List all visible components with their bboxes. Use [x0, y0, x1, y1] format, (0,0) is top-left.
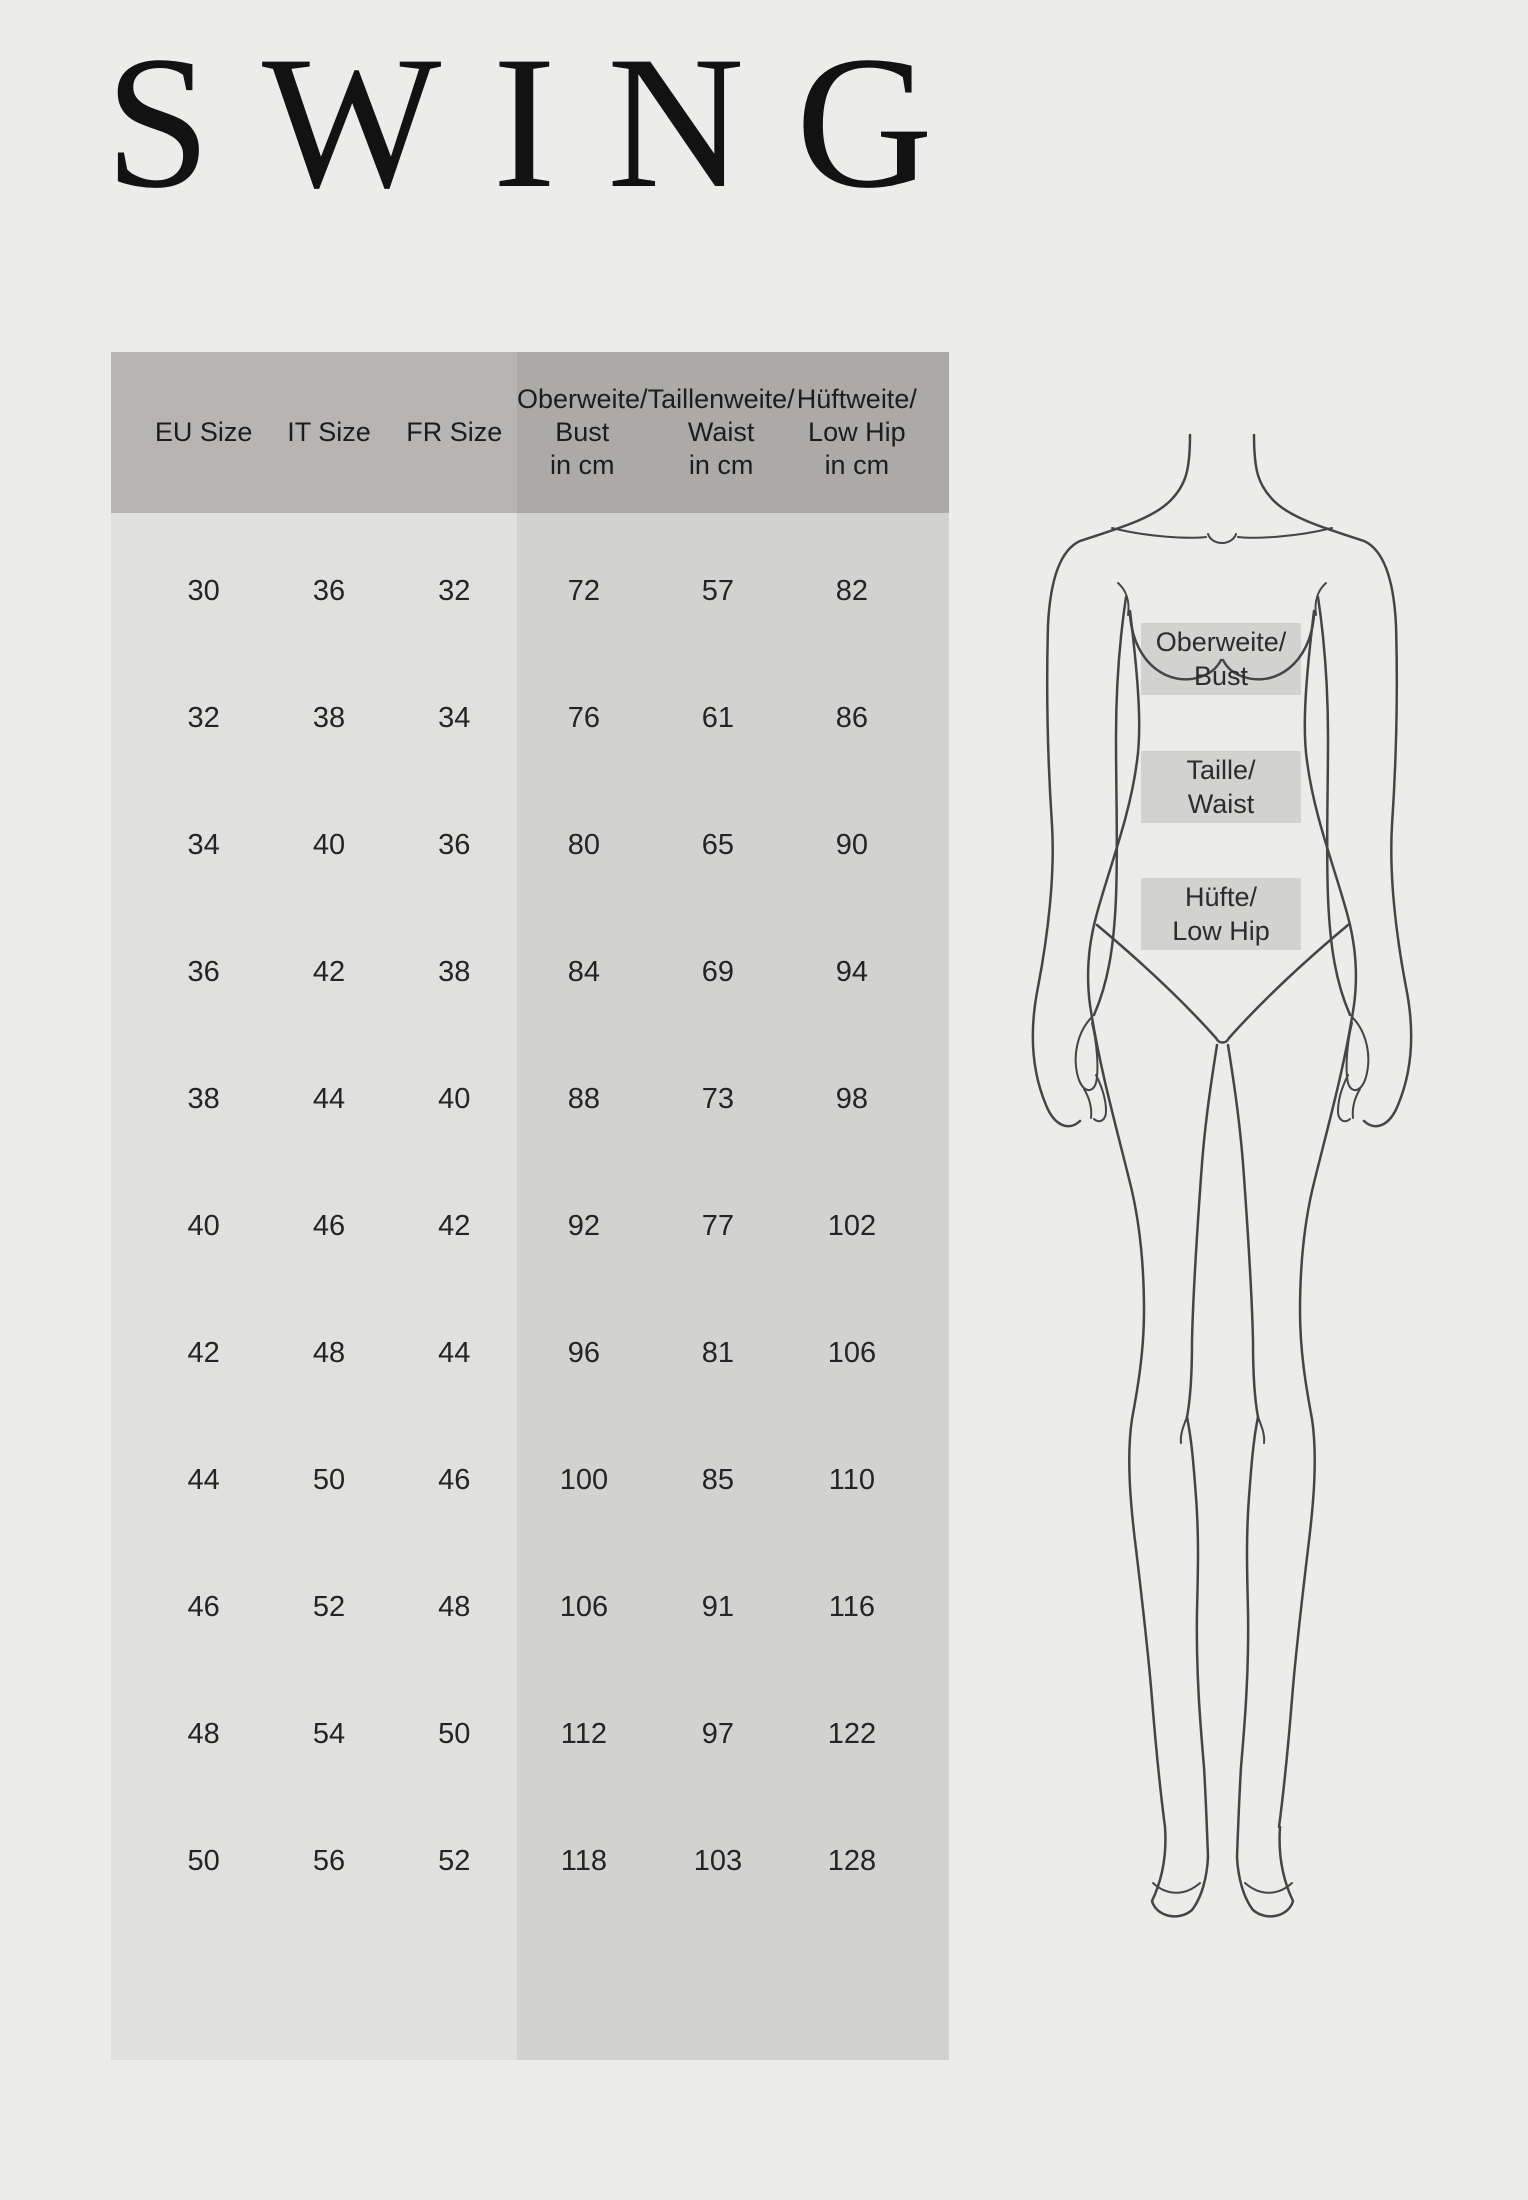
- size-cell: 88: [567, 1083, 601, 1115]
- size-rows: [111, 528, 949, 1925]
- header-line: Taillenweite/: [647, 384, 795, 414]
- size-row: [111, 1163, 949, 1290]
- size-cell: 76: [567, 702, 601, 734]
- body-figure: [1020, 425, 1430, 1935]
- measure-label-line: Hüfte/: [1184, 882, 1258, 912]
- size-cell: 91: [701, 1591, 735, 1623]
- header-line: Waist: [687, 417, 755, 447]
- measure-label-hip: [1141, 878, 1301, 950]
- size-cell: 44: [438, 1337, 471, 1369]
- size-cell: 36: [438, 829, 471, 861]
- size-cell: 73: [701, 1083, 735, 1115]
- size-cell: 57: [701, 575, 735, 607]
- size-cell: 100: [559, 1464, 609, 1496]
- size-cell: 92: [567, 1210, 601, 1242]
- size-cell: 102: [827, 1210, 877, 1242]
- size-cell: 50: [438, 1718, 471, 1750]
- header-line: in cm: [550, 450, 615, 480]
- size-cell: 80: [567, 829, 601, 861]
- size-cell: 44: [187, 1464, 220, 1496]
- size-cell: 32: [438, 575, 471, 607]
- measure-label-line: Taille/: [1186, 755, 1256, 785]
- size-cell: 40: [312, 829, 346, 861]
- size-cell: 84: [567, 956, 601, 988]
- size-cell: 38: [312, 702, 346, 734]
- column-header-waist: [648, 383, 795, 482]
- measure-label-bust: [1141, 623, 1301, 695]
- size-cell: 50: [187, 1845, 220, 1877]
- size-cell: 98: [835, 1083, 869, 1115]
- brand-logo: SWING: [105, 18, 985, 228]
- size-cell: 116: [828, 1591, 875, 1623]
- size-row: [111, 655, 949, 782]
- size-cell: 48: [438, 1591, 471, 1623]
- size-cell: 61: [701, 702, 735, 734]
- size-cell: 40: [187, 1210, 220, 1242]
- size-table-body: [111, 513, 949, 2060]
- size-cell: 86: [835, 702, 869, 734]
- measure-label-line: Low Hip: [1172, 916, 1270, 946]
- size-cell: 34: [187, 829, 220, 861]
- header-group-sizes: [111, 352, 517, 513]
- size-cell: 38: [438, 956, 471, 988]
- header-line: Low Hip: [808, 417, 906, 447]
- size-cell: 48: [312, 1337, 346, 1369]
- size-cell: 85: [701, 1464, 735, 1496]
- size-cell: 110: [828, 1464, 875, 1496]
- size-cell: 36: [187, 956, 220, 988]
- size-row: [111, 909, 949, 1036]
- size-row: [111, 1798, 949, 1925]
- size-cell: 30: [187, 575, 220, 607]
- size-cell: 42: [187, 1337, 220, 1369]
- size-cell: 32: [187, 702, 220, 734]
- size-row: [111, 1544, 949, 1671]
- size-row: [111, 1290, 949, 1417]
- header-line: in cm: [824, 450, 890, 480]
- size-cell: 77: [701, 1210, 735, 1242]
- header-line: Hüftweite/: [796, 384, 917, 414]
- measure-label-line: Oberweite/: [1155, 627, 1287, 657]
- size-cell: 34: [438, 702, 471, 734]
- size-cell: 69: [701, 956, 735, 988]
- column-header-fr-size: FR Size: [406, 417, 503, 447]
- measure-label-line: Bust: [1193, 661, 1249, 691]
- size-cell: 54: [312, 1718, 346, 1750]
- size-cell: 72: [567, 575, 601, 607]
- measure-label-waist: [1141, 751, 1301, 823]
- size-cell: 40: [438, 1083, 471, 1115]
- size-cell: 52: [312, 1591, 346, 1623]
- size-cell: 94: [835, 956, 869, 988]
- size-cell: 56: [312, 1845, 346, 1877]
- size-cell: 46: [187, 1591, 220, 1623]
- size-cell: 106: [559, 1591, 609, 1623]
- size-cell: 112: [560, 1718, 607, 1750]
- size-cell: 128: [827, 1845, 877, 1877]
- size-cell: 90: [835, 829, 869, 861]
- size-row: [111, 1036, 949, 1163]
- size-cell: 48: [187, 1718, 220, 1750]
- column-header-low-hip: [795, 383, 919, 482]
- column-header-it-size: IT Size: [287, 417, 371, 447]
- size-row: [111, 1671, 949, 1798]
- size-cell: 44: [312, 1083, 346, 1115]
- column-header-bust: [517, 383, 648, 482]
- header-group-measurements: [517, 352, 949, 513]
- size-table: [111, 352, 949, 2060]
- size-cell: 38: [187, 1083, 220, 1115]
- size-row: [111, 528, 949, 655]
- size-table-header: [111, 352, 949, 513]
- size-row: [111, 1417, 949, 1544]
- size-cell: 96: [567, 1337, 601, 1369]
- size-cell: 81: [701, 1337, 735, 1369]
- header-line: Oberweite/: [517, 384, 648, 414]
- size-cell: 46: [312, 1210, 346, 1242]
- size-cell: 118: [560, 1845, 607, 1877]
- size-cell: 106: [827, 1337, 877, 1369]
- measure-label-line: Waist: [1187, 789, 1255, 819]
- size-cell: 65: [701, 829, 735, 861]
- size-cell: 36: [312, 575, 346, 607]
- size-cell: 42: [438, 1210, 471, 1242]
- size-cell: 122: [827, 1718, 877, 1750]
- size-cell: 52: [438, 1845, 471, 1877]
- header-line: in cm: [688, 450, 754, 480]
- size-cell: 42: [312, 956, 346, 988]
- size-cell: 50: [312, 1464, 346, 1496]
- size-cell: 46: [438, 1464, 471, 1496]
- size-cell: 97: [701, 1718, 735, 1750]
- size-cell: 82: [835, 575, 869, 607]
- header-line: Bust: [555, 417, 610, 447]
- size-row: [111, 782, 949, 909]
- column-header-eu-size: EU Size: [154, 417, 253, 447]
- size-cell: 103: [693, 1845, 743, 1877]
